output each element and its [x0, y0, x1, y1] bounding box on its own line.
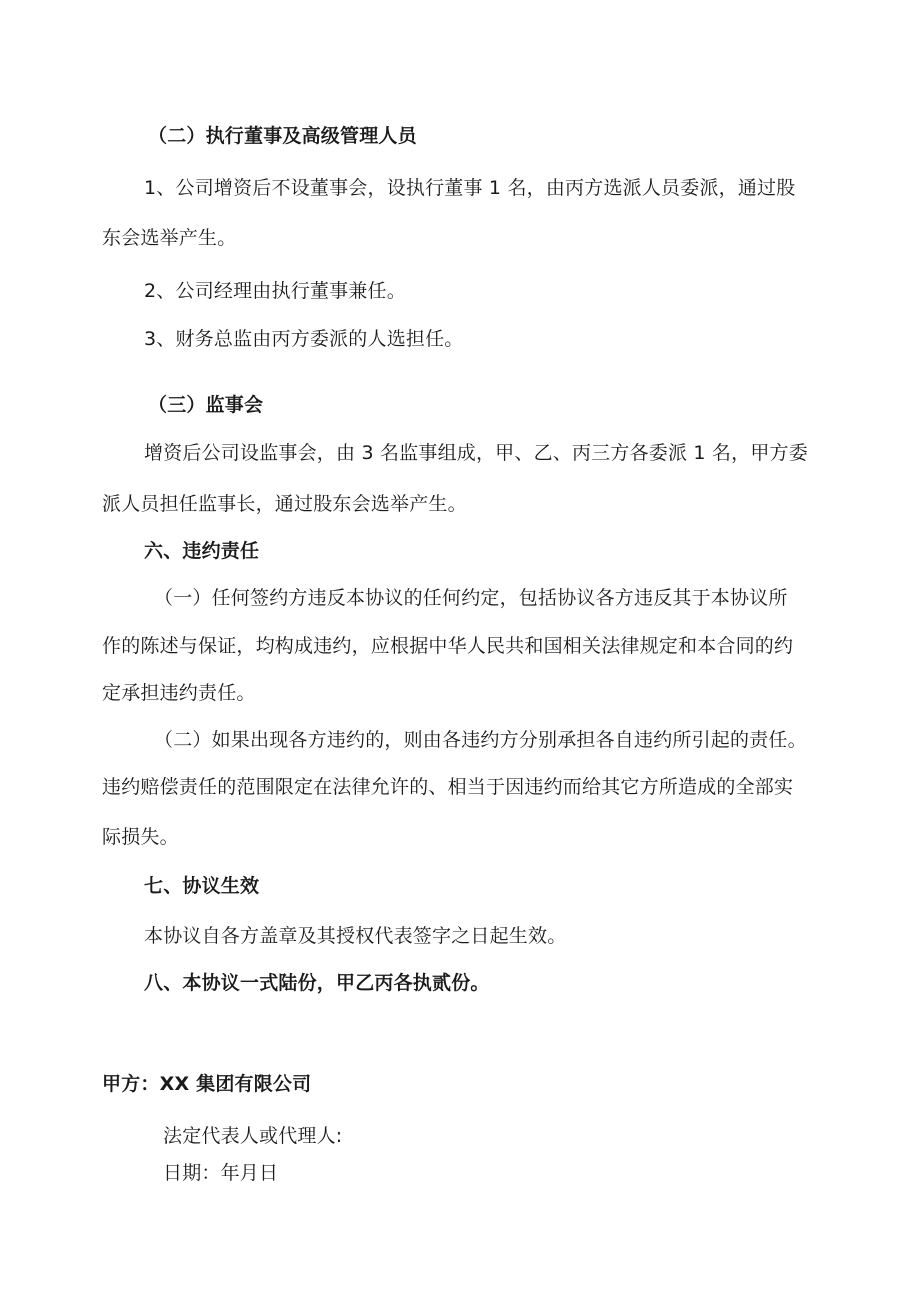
signature-representative: 法定代表人或代理人:: [163, 1125, 343, 1147]
exec-director-item3: 3、财务总监由丙方委派的人选担任。: [144, 328, 464, 350]
liability-p2-line3: 际损失。: [102, 826, 179, 848]
exec-director-item1-line1: 1、公司增资后不设董事会，设执行董事 1 名，由丙方选派人员委派，通过股: [144, 177, 796, 199]
liability-p1-line3: 定承担违约责任。: [102, 682, 256, 704]
liability-p2-line2: 违约赔偿责任的范围限定在法律允许的、相当于因违约而给其它方所造成的全部实: [102, 776, 794, 798]
liability-p1-line1: （一）任何签约方违反本协议的任何约定，包括协议各方违反其于本协议所: [154, 587, 788, 609]
liability-p2-line1: （二）如果出现各方违约的，则由各违约方分别承担各自违约所引起的责任。: [154, 729, 807, 751]
section-heading-copies: 八、本协议一式陆份，甲乙丙各执贰份。: [144, 972, 490, 994]
section-heading-exec-director: （二）执行董事及高级管理人员: [148, 125, 417, 147]
exec-director-item2: 2、公司经理由执行董事兼任。: [144, 280, 406, 302]
section-heading-supervisors: （三）监事会: [148, 394, 264, 416]
section-heading-effect: 七、协议生效: [144, 875, 260, 897]
effect-para: 本协议自各方盖章及其授权代表签字之日起生效。: [144, 925, 567, 947]
supervisors-para-line2: 派人员担任监事长，通过股东会选举产生。: [102, 493, 467, 515]
supervisors-para-line1: 增资后公司设监事会，由 3 名监事组成，甲、乙、丙三方各委派 1 名，甲方委: [144, 442, 808, 464]
signature-date: 日期：年月日: [163, 1162, 279, 1184]
signature-party: 甲方：XX 集团有限公司: [102, 1073, 312, 1095]
section-heading-liability: 六、违约责任: [144, 540, 260, 562]
liability-p1-line2: 作的陈述与保证，均构成违约，应根据中华人民共和国相关法律规定和本合同的约: [102, 635, 794, 657]
exec-director-item1-line2: 东会选举产生。: [102, 227, 237, 249]
